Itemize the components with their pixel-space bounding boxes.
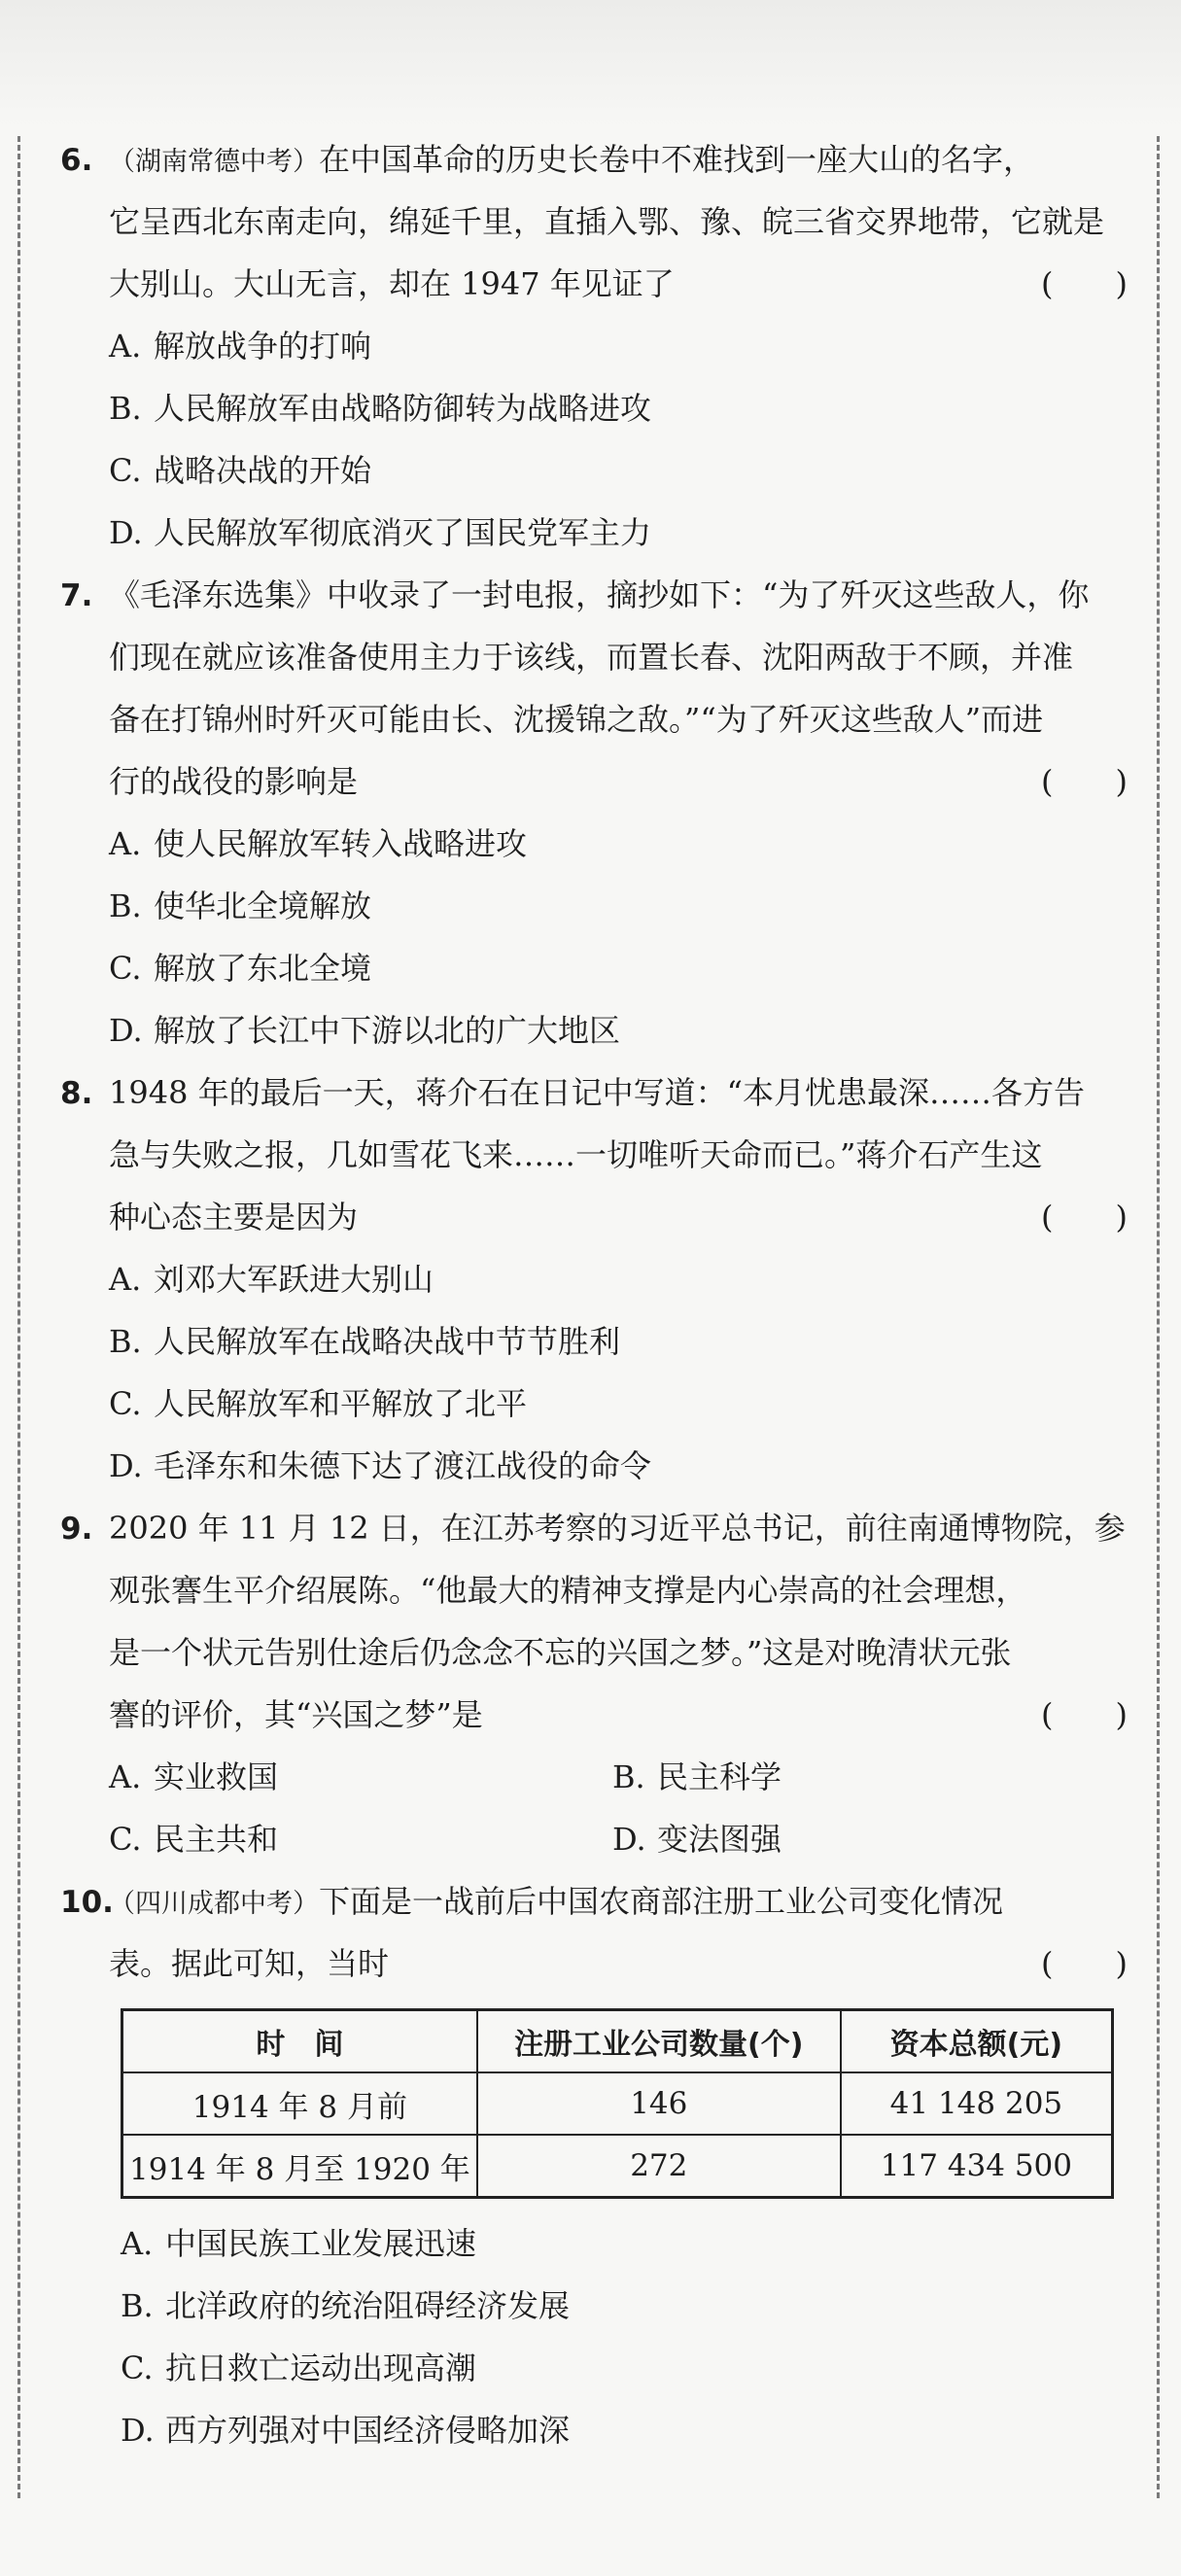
question-10-options	[60, 2212, 1128, 2461]
question-text-line: 它呈西北东南走向，绵延千里，直插入鄂、豫、皖三省交界地带，它就是	[109, 203, 1105, 240]
question-number: 8.	[60, 1076, 93, 1111]
option-a[interactable]: A. 中国民族工业发展迅速	[121, 2225, 477, 2262]
question-text-line: 备在打锦州时歼灭可能由长、沈援锦之敌。”“为了歼灭这些敌人”而进	[109, 701, 1044, 738]
table-cell: 146	[477, 2072, 841, 2135]
right-binding-line	[1157, 136, 1160, 2498]
question-text-line: 种心态主要是因为	[109, 1199, 359, 1236]
question-text-line: 们现在就应该准备使用主力于该线，而置长春、沈阳两敌于不顾，并准	[109, 639, 1074, 676]
question-number: 7.	[60, 578, 93, 613]
question-7	[60, 564, 1128, 1062]
table-header: 时 间	[122, 2010, 477, 2073]
question-6	[60, 128, 1128, 564]
option-a[interactable]: A. 实业救国	[109, 1758, 279, 1795]
data-table	[121, 2008, 1114, 2199]
option-b[interactable]: B. 人民解放军由战略防御转为战略进攻	[109, 390, 652, 427]
question-number: 9.	[60, 1512, 93, 1547]
option-c[interactable]: C. 民主共和	[109, 1821, 279, 1858]
table-cell: 1914 年 8 月前	[122, 2072, 477, 2135]
table-header: 资本总额(元)	[841, 2010, 1113, 2073]
question-source: （湖南常德中考）	[109, 147, 319, 177]
table-row	[122, 2072, 1113, 2135]
question-text-line: 下面是一战前后中国农商部注册工业公司变化情况	[319, 1883, 1004, 1920]
table-row	[122, 2135, 1113, 2198]
table-header: 注册工业公司数量(个)	[477, 2010, 841, 2073]
question-text-line: 《毛泽东选集》中收录了一封电报，摘抄如下：“为了歼灭这些敌人，你	[109, 576, 1090, 613]
question-text-line: 1948 年的最后一天，蒋介石在日记中写道：“本月忧患最深……各方告	[109, 1074, 1085, 1111]
option-a[interactable]: A. 刘邓大军跃进大别山	[109, 1261, 434, 1298]
answer-bracket[interactable]: ( )	[1041, 763, 1128, 800]
option-c[interactable]: C. 战略决战的开始	[109, 452, 372, 489]
option-d[interactable]: D. 西方列强对中国经济侵略加深	[121, 2412, 571, 2449]
question-text-line: 2020 年 11 月 12 日，在江苏考察的习近平总书记，前往南通博物院，参	[109, 1510, 1126, 1547]
answer-bracket[interactable]: ( )	[1041, 1945, 1128, 1982]
question-list	[60, 128, 1128, 2461]
question-text-line: 在中国革命的历史长卷中不难找到一座大山的名字，	[319, 141, 1035, 178]
question-text-line: 是一个状元告别仕途后仍念念不忘的兴国之梦。”这是对晚清状元张	[109, 1634, 1012, 1671]
option-b[interactable]: B. 民主科学	[612, 1758, 782, 1795]
option-c[interactable]: C. 人民解放军和平解放了北平	[109, 1385, 528, 1422]
question-9	[60, 1497, 1128, 1870]
option-b[interactable]: B. 北洋政府的统治阻碍经济发展	[121, 2287, 571, 2324]
option-c[interactable]: C. 解放了东北全境	[109, 950, 372, 987]
question-number: 10.	[60, 1885, 114, 1920]
question-text-line: 行的战役的影响是	[109, 763, 359, 800]
option-d[interactable]: D. 解放了长江中下游以北的广大地区	[109, 1012, 621, 1049]
table-header-row	[122, 2010, 1113, 2073]
table-cell: 272	[477, 2135, 841, 2198]
option-a[interactable]: A. 使人民解放军转入战略进攻	[109, 825, 528, 862]
question-text-line: 謇的评价，其“兴国之梦”是	[109, 1696, 483, 1733]
question-10	[60, 1870, 1128, 1995]
answer-bracket[interactable]: ( )	[1041, 1696, 1128, 1733]
option-d[interactable]: D. 变法图强	[612, 1821, 782, 1858]
question-text-line: 急与失败之报，几如雪花飞来……一切唯听天命而已。”蒋介石产生这	[109, 1136, 1043, 1173]
page-top-shade	[0, 0, 1181, 126]
question-8	[60, 1062, 1128, 1497]
question-text-line: 大别山。大山无言，却在 1947 年见证了	[109, 265, 675, 302]
question-text-line: 观张謇生平介绍展陈。“他最大的精神支撑是内心崇高的社会理想，	[109, 1572, 1027, 1609]
answer-bracket[interactable]: ( )	[1041, 1199, 1128, 1236]
question-text-line: 表。据此可知，当时	[109, 1945, 390, 1982]
option-b[interactable]: B. 使华北全境解放	[109, 888, 372, 924]
option-a[interactable]: A. 解放战争的打响	[109, 328, 372, 365]
table-cell: 41 148 205	[841, 2072, 1113, 2135]
option-c[interactable]: C. 抗日救亡运动出现高潮	[121, 2350, 477, 2386]
question-number: 6.	[60, 143, 93, 178]
table-cell: 117 434 500	[841, 2135, 1113, 2198]
table-cell: 1914 年 8 月至 1920 年	[122, 2135, 477, 2198]
option-d[interactable]: D. 毛泽东和朱德下达了渡江战役的命令	[109, 1447, 652, 1484]
question-source: （四川成都中考）	[109, 1889, 319, 1919]
option-b[interactable]: B. 人民解放军在战略决战中节节胜利	[109, 1323, 621, 1360]
left-binding-line	[17, 136, 20, 2498]
option-d[interactable]: D. 人民解放军彻底消灭了国民党军主力	[109, 514, 652, 551]
answer-bracket[interactable]: ( )	[1041, 265, 1128, 302]
